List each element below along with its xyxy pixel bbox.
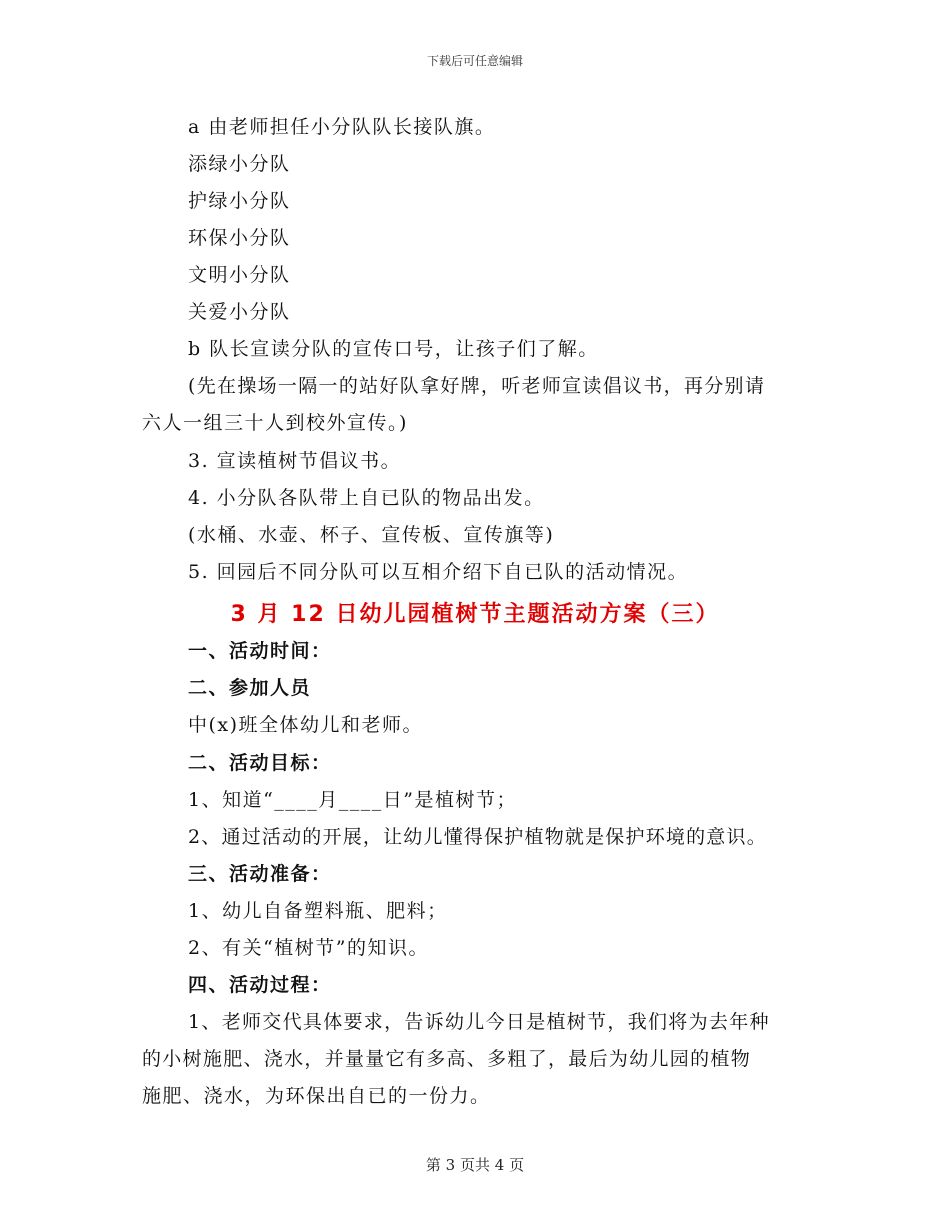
- paragraph-line: 关爱小分队: [188, 301, 291, 323]
- section-heading: 二、参加人员: [188, 677, 312, 699]
- paragraph-line: a 由老师担任小分队队长接队旗。: [188, 116, 496, 138]
- paragraph-line: 1、知道“____月____日”是植树节；: [188, 789, 518, 811]
- paragraph-line: 护绿小分队: [188, 190, 291, 212]
- paragraph-line: 环保小分队: [188, 227, 291, 249]
- paragraph-line: 中(x)班全体幼儿和老师。: [188, 714, 424, 736]
- paragraph-line: 1、老师交代具体要求，告诉幼儿今日是植树节，我们将为去年种: [188, 1011, 770, 1033]
- paragraph-line: 1、幼儿自备塑料瓶、肥料；: [188, 900, 448, 922]
- paragraph-line: (先在操场一隔一的站好队拿好牌，听老师宣读倡议书，再分别请: [188, 375, 766, 397]
- page-header: 下载后可任意编辑: [426, 54, 523, 68]
- paragraph-line: 2、有关“植树节”的知识。: [188, 937, 430, 959]
- paragraph-line: 添绿小分队: [188, 153, 291, 175]
- paragraph-line: 3. 宣读植树节倡议书。: [188, 450, 402, 472]
- paragraph-line: 的小树施肥、浇水，并量量它有多高、多粗了，最后为幼儿园的植物: [142, 1048, 752, 1070]
- paragraph-line: 5. 回园后不同分队可以互相介绍下自已队的活动情况。: [188, 561, 689, 583]
- paragraph-line: (水桶、水壶、杯子、宣传板、宣传旗等): [188, 524, 555, 546]
- page-footer: 第 3 页共 4 页: [425, 1156, 525, 1174]
- section-heading: 四、活动过程：: [188, 974, 332, 996]
- paragraph-line: b 队长宣读分队的宣传口号，让孩子们了解。: [188, 338, 599, 360]
- paragraph-line: 4. 小分队各队带上自已队的物品出发。: [188, 487, 545, 509]
- paragraph-line: 2、通过活动的开展，让幼儿懂得保护植物就是保护环境的意识。: [188, 826, 767, 848]
- section-heading: 一、活动时间：: [188, 640, 332, 662]
- section-heading: 三、活动准备：: [188, 863, 332, 885]
- section-title: 3 月 12 日幼儿园植树节主题活动方案（三）: [230, 602, 720, 627]
- paragraph-line: 施肥、浇水，为环保出自已的一份力。: [142, 1085, 491, 1107]
- paragraph-line: 文明小分队: [188, 264, 291, 286]
- section-heading: 二、活动目标：: [188, 752, 332, 774]
- paragraph-line: 六人一组三十人到校外宣传。): [142, 412, 408, 434]
